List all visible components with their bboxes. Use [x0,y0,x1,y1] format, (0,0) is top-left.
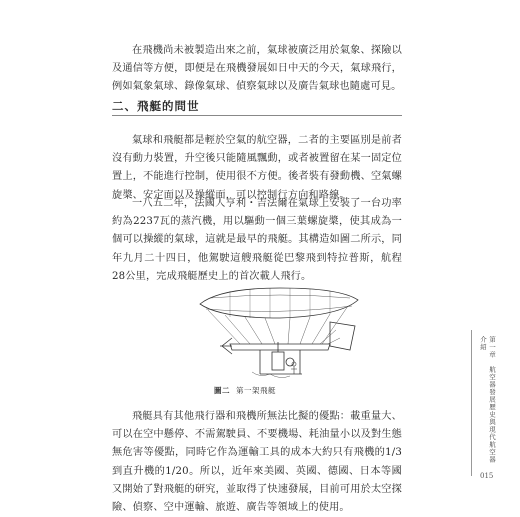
paragraph-1 [112,132,402,205]
paragraph-3 [112,408,402,517]
airship-rudder [330,322,355,350]
section-heading: 二、飛艇的問世 [112,99,200,113]
paragraph-1-text: 氣球和飛艇都是輕於空氣的航空器，二者的主要區別是前者沒有動力裝置，升空後只能隨風飄動，或者被置留在某一固定位置上，不能進行控制，使用很不方便。後者裝有發動機、空氣螺旋槳、安定面以及操縱面，可以控制行方向和路線。 [112,135,402,201]
airship-propeller [220,338,232,354]
airship-keel [230,344,330,350]
intro-paragraph [112,42,402,97]
section-divider [112,115,402,116]
paragraph-2-text: 一八五二年，法國人亨利・吉法爾在氣球上安裝了一台功率約為2237瓦的蒸汽機，用以驅動一個三葉螺旋槳，使其成為一個可以操縱的氣球，這就是最早的飛艇。其構造如圖二所示，同年九月二十四日，他駕駛這艘飛艇從巴黎飛到特拉普斯，航程28公里，完成飛艇歷史上的首次載人飛行。 [112,198,402,282]
airship-envelope [200,288,358,318]
figure-number: 圖二 [214,386,230,395]
figure-caption [190,385,300,396]
airship-engine [272,352,284,370]
sidebar-rule [471,330,472,476]
chapter-label: 第一章 航空器發展歷史與現代航空器介紹 [479,336,496,464]
airship-illustration [190,282,365,382]
figure-caption-text: 第一架飛艇 [236,386,276,395]
paragraph-2 [112,195,402,286]
page-number: 015 [480,472,494,480]
chapter-sidebar [474,330,494,470]
intro-text: 在飛機尚未被製造出來之前，氣球被廣泛用於氣象、探險以及通信等方便，即便是在飛機發展如日中天的今天，氣球飛行，例如氣象氣球、錄像氣球、偵察氣球以及廣告氣球也隨處可見。 [112,45,402,93]
paragraph-3-text: 飛艇具有其他飛行器和飛機所無法比擬的優點：載重量大、可以在空中懸停、不需駕駛員、不要機場、耗油量小以及對生態無危害等優點，同時它作為運輸工具的成本大約只有飛機的1/3到直升機的1/20。所以，近年來美國、英國、德國、日本等國又開始了對飛艇的研究，並取得了快速發展，目前可用於太空探險、偵察、空中運輸、旅遊、廣告等領域上的使用。 [112,411,402,514]
